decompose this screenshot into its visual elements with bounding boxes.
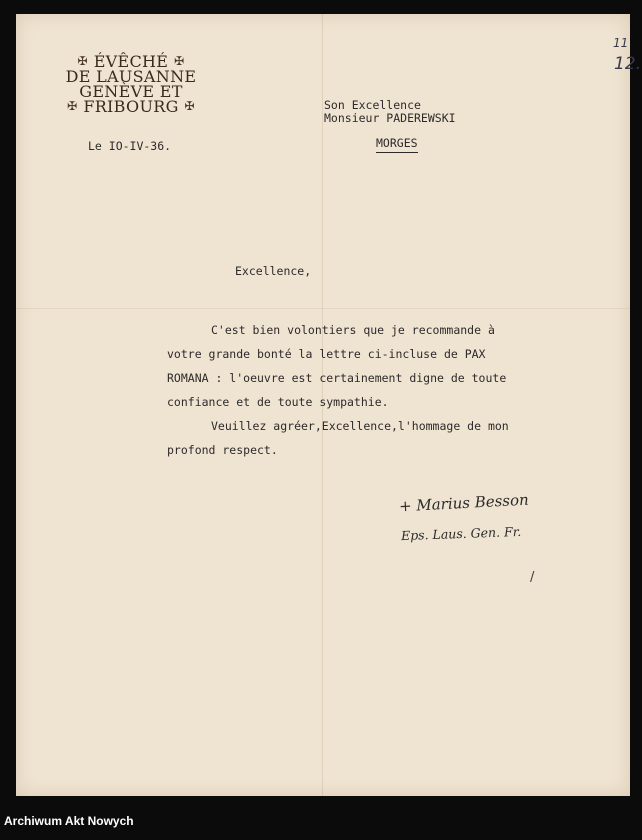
- body-line-5: Veuillez agréer,Excellence,l'hommage de mon: [211, 419, 509, 433]
- signature-name: + Marius Besson: [398, 490, 530, 516]
- letterhead-text: GENÈVE ET: [79, 82, 183, 101]
- salutation: Excellence,: [235, 264, 312, 278]
- letter-page: [16, 14, 642, 796]
- archive-number-2: 12.: [614, 54, 642, 74]
- letterhead-text: ÉVÊCHÉ: [93, 52, 169, 71]
- letterhead-line-4: [56, 99, 206, 114]
- body-line-3: ROMANA : l'oeuvre est certainement digne de toute: [167, 371, 507, 385]
- body-line-2: votre grande bonté la lettre ci-incluse de PAX: [167, 347, 486, 361]
- fold-line-horizontal: [16, 308, 630, 309]
- letterhead-text: DE LAUSANNE: [65, 67, 197, 86]
- signature-mark: /: [530, 570, 535, 585]
- cross-icon: ✠: [77, 54, 88, 68]
- body-line-1: C'est bien volontiers que je recommande à: [211, 323, 495, 337]
- cross-icon: ✠: [174, 54, 185, 68]
- letter-date: Le IO-IV-36.: [88, 139, 172, 153]
- recipient-line-2: Monsieur PADEREWSKI: [324, 111, 456, 125]
- archive-number-1: 11: [613, 36, 629, 50]
- cross-icon: ✠: [67, 99, 78, 113]
- cross-icon: ✠: [184, 99, 195, 113]
- recipient-city: MORGES: [376, 136, 418, 153]
- recipient-line-1: Son Excellence: [324, 98, 421, 112]
- letterhead: [56, 54, 206, 114]
- archive-watermark: Archiwum Akt Nowych: [4, 814, 134, 828]
- letterhead-text: FRIBOURG: [83, 97, 179, 116]
- signature-title: Eps. Laus. Gen. Fr.: [400, 523, 522, 544]
- body-line-4: confiance et de toute sympathie.: [167, 395, 389, 409]
- body-line-6: profond respect.: [167, 443, 278, 457]
